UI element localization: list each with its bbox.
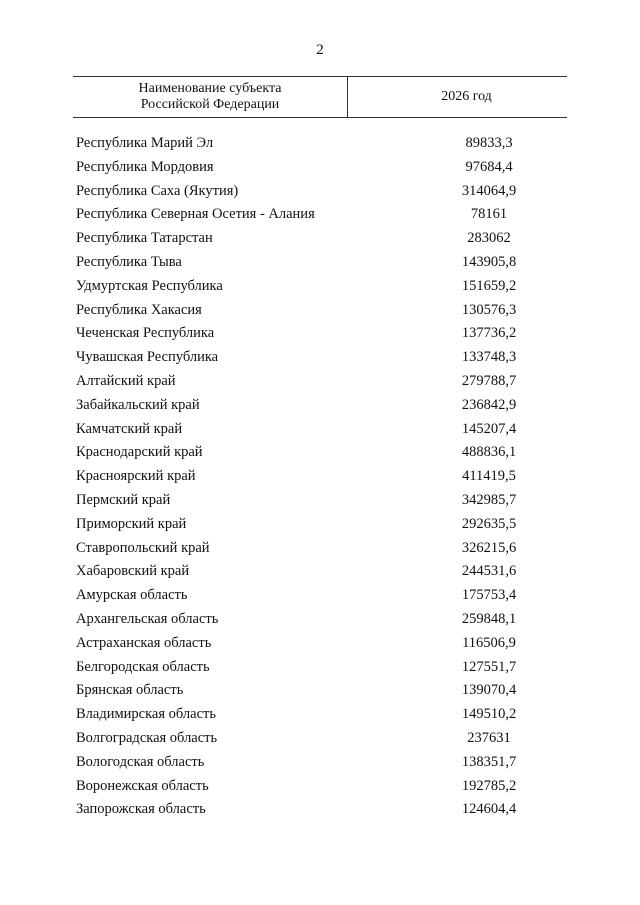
subject-name: Республика Марий Эл <box>76 135 214 151</box>
subject-value: 342985,7 <box>461 491 517 508</box>
subject-value: 326215,6 <box>461 539 517 556</box>
table-row <box>76 775 566 799</box>
subject-name: Республика Хакасия <box>76 301 202 318</box>
subject-name: Красноярский край <box>76 468 196 485</box>
subject-value: 244531,6 <box>461 563 517 580</box>
table-row <box>76 299 566 323</box>
subject-value: 78161 <box>470 206 508 223</box>
subject-name: Республика Тыва <box>76 253 182 270</box>
subject-value: 151659,2 <box>461 277 517 294</box>
table-row <box>76 560 566 584</box>
subject-name: Забайкальский край <box>76 396 200 413</box>
subject-value: 283062 <box>467 230 511 247</box>
subject-name: Владимирская область <box>76 706 216 723</box>
subject-name: Удмуртская Республика <box>76 277 223 294</box>
subject-value: 237631 <box>467 729 511 746</box>
table-row <box>76 584 566 608</box>
subject-name: Республика Северная Осетия - Алания <box>76 206 315 223</box>
header-subject-name-line1: Наименование субъекта <box>138 81 282 96</box>
subject-value: 137736,2 <box>461 325 517 342</box>
subject-value: 138351,7 <box>461 753 517 770</box>
table-row <box>76 703 566 727</box>
subject-value: 259848,1 <box>461 610 517 627</box>
page-number: 2 <box>316 42 324 58</box>
header-subject-name-line2: Российской Федерации <box>140 97 280 112</box>
table-row <box>76 394 566 418</box>
subject-value: 139070,4 <box>461 682 517 699</box>
table-row <box>76 227 566 251</box>
subject-name: Архангельская область <box>76 610 219 627</box>
table-row <box>76 156 566 180</box>
table-row <box>76 513 566 537</box>
subject-name: Пермский край <box>76 491 171 508</box>
subject-value: 149510,2 <box>461 706 517 723</box>
subject-name: Республика Мордовия <box>76 158 214 175</box>
table-row <box>76 370 566 394</box>
subject-value: 236842,9 <box>461 396 517 413</box>
subject-value: 133748,3 <box>461 349 517 366</box>
subject-value: 145207,4 <box>461 420 517 437</box>
subject-value: 124604,4 <box>461 801 517 818</box>
table-row <box>76 751 566 775</box>
subject-name: Чеченская Республика <box>76 325 215 342</box>
subject-name: Республика Татарстан <box>76 230 213 247</box>
table-row <box>76 798 566 822</box>
table-row <box>76 465 566 489</box>
table-body <box>76 132 566 822</box>
subject-value: 175753,4 <box>461 587 517 604</box>
subject-value: 127551,7 <box>461 658 517 675</box>
header-subject-name <box>73 77 348 117</box>
subject-value: 116506,9 <box>462 634 516 651</box>
subject-name: Воронежская область <box>76 777 209 794</box>
subject-name: Белгородская область <box>76 658 210 675</box>
table-row <box>76 346 566 370</box>
subject-name: Амурская область <box>76 587 188 604</box>
subject-value: 411419,5 <box>462 468 516 485</box>
subject-value: 143905,8 <box>461 253 517 270</box>
subject-name: Алтайский край <box>76 372 176 389</box>
header-year: 2026 год <box>441 89 492 104</box>
subject-name: Чувашская Республика <box>76 349 219 366</box>
subject-value: 488836,1 <box>461 444 517 461</box>
table-row <box>76 180 566 204</box>
table-row <box>76 132 566 156</box>
subject-value: 292635,5 <box>461 515 517 532</box>
subject-name: Приморский край <box>76 515 187 532</box>
table-row <box>76 537 566 561</box>
subject-name: Республика Саха (Якутия) <box>76 182 239 199</box>
subject-value: 192785,2 <box>461 777 517 794</box>
subject-name: Камчатский край <box>76 420 183 437</box>
table-row <box>76 727 566 751</box>
table-row <box>76 275 566 299</box>
subject-name: Краснодарский край <box>76 444 203 461</box>
subject-value: 130576,3 <box>461 301 517 318</box>
subject-name: Хабаровский край <box>76 563 190 580</box>
table-row <box>76 441 566 465</box>
subject-value: 89833,3 <box>465 135 513 151</box>
subject-value: 279788,7 <box>461 372 517 389</box>
subject-name: Ставропольский край <box>76 539 210 556</box>
subject-value: 314064,9 <box>461 182 517 199</box>
subject-name: Астраханская область <box>76 634 212 651</box>
table-row <box>76 322 566 346</box>
table-row <box>76 489 566 513</box>
table-header <box>73 76 567 118</box>
table-row <box>76 418 566 442</box>
table-row <box>76 251 566 275</box>
subject-name: Запорожская область <box>76 801 206 818</box>
subject-name: Брянская область <box>76 682 184 699</box>
subject-name: Волгоградская область <box>76 729 218 746</box>
table-row <box>76 608 566 632</box>
table-row <box>76 632 566 656</box>
subject-name: Вологодская область <box>76 753 205 770</box>
subject-value: 97684,4 <box>465 158 513 175</box>
table-row <box>76 656 566 680</box>
table-row <box>76 203 566 227</box>
table-row <box>76 679 566 703</box>
